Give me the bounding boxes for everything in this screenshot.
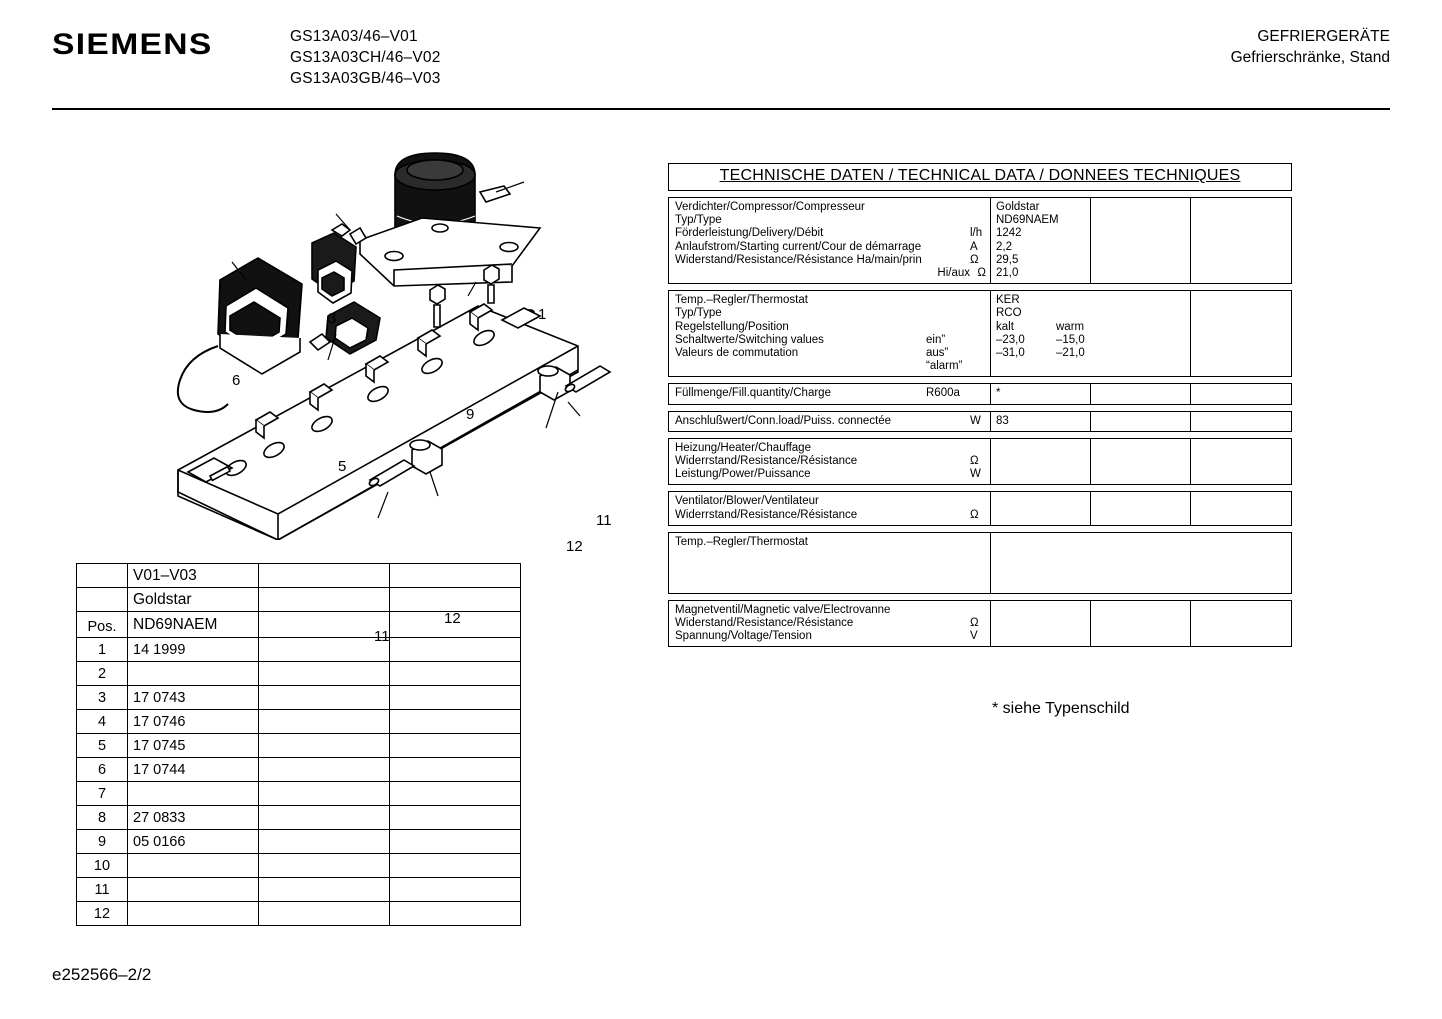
thermostat-value-1-a: RCO (996, 307, 1022, 320)
thermostat-value-0-b (1056, 294, 1116, 307)
fill-quantity-refrigerant: R600a (926, 387, 960, 400)
heater-values (991, 439, 1091, 485)
thermostat-value-2-a: kalt (996, 320, 1014, 333)
category-subtitle: Gefrierschränke, Stand (1230, 49, 1390, 66)
table-row (77, 854, 521, 878)
model-number-3: GS13A03GB/46–V03 (290, 70, 441, 87)
row-pos: 12 (77, 902, 128, 926)
thermostat-labels (669, 291, 991, 376)
row-part-a (128, 662, 259, 686)
row-part-a (128, 854, 259, 878)
thermostat-value-4-a: –31,0 (996, 347, 1025, 360)
compressor-label-1: Typ/Type (675, 214, 722, 227)
connected-load-unit: W (970, 414, 981, 427)
heater-label-2: Leistung/Power/Puissance (675, 468, 811, 481)
blower-label-1: Widerrstand/Resistance/Résistance (675, 508, 858, 521)
thermostat-label-4: Valeurs de commutation (675, 347, 799, 360)
row-part-c (390, 830, 521, 854)
valve-blank-col-2 (1191, 601, 1291, 647)
thermostat2-label-0: Temp.–Regler/Thermostat (675, 535, 808, 548)
row-part-c (390, 902, 521, 926)
valve-unit-0 (970, 604, 986, 617)
thermostat-label-2: Regelstellung/Position (675, 320, 789, 333)
row-part-c (390, 854, 521, 878)
drawing-svg (60, 120, 660, 540)
valve-unit-1: Ω (970, 617, 979, 630)
thermostat2-block (668, 532, 1292, 594)
callout-1: 1 (538, 306, 547, 323)
compressor-unit-2: l/h (970, 227, 983, 240)
table-row (77, 782, 521, 806)
fill-quantity-label-col (669, 384, 991, 403)
row-pos: 3 (77, 686, 128, 710)
heater-label-1: Widerrstand/Resistance/Résistance (675, 455, 858, 468)
compressor-block (668, 197, 1292, 284)
row-part-b (259, 806, 390, 830)
header-divider (52, 108, 1390, 110)
type-header-b (259, 612, 390, 638)
fill-blank-col-1 (1091, 384, 1191, 403)
row-part-c (390, 782, 521, 806)
thermostat-mid-4: aus” (926, 347, 949, 360)
row-part-c (390, 878, 521, 902)
row-part-b (259, 734, 390, 758)
row-pos: 1 (77, 638, 128, 662)
type-header: ND69NAEM (128, 612, 259, 638)
blower-values (991, 492, 1091, 524)
conn-blank-col-1 (1091, 412, 1191, 431)
table-row (77, 710, 521, 734)
valve-label-1: Widerstand/Resistance/Résistance (675, 617, 854, 630)
row-pos: 6 (77, 758, 128, 782)
brand-header-b (259, 588, 390, 612)
row-pos: 11 (77, 878, 128, 902)
row-part-c (390, 710, 521, 734)
row-pos: 4 (77, 710, 128, 734)
table-header-row-2 (77, 588, 521, 612)
callout-11-left: 11 (374, 628, 390, 645)
overload-protector-graphic (310, 302, 380, 354)
valve-labels (669, 601, 991, 647)
type-header-c (390, 612, 521, 638)
blower-labels (669, 492, 991, 524)
compressor-value-3: 2,2 (996, 240, 1012, 253)
blower-blank-col-2 (1191, 492, 1291, 524)
table-row (77, 830, 521, 854)
thermostat-label-0: Temp.–Regler/Thermostat (675, 294, 808, 307)
callout-6: 6 (232, 372, 241, 389)
compressor-unit-5: Ω (977, 267, 986, 280)
blower-unit-1: Ω (970, 508, 979, 521)
compressor-value-0: Goldstar (996, 201, 1040, 213)
thermostat-mid-5: “alarm” (926, 360, 963, 373)
row-part-b (259, 902, 390, 926)
row-part-b (259, 758, 390, 782)
compressor-value-2: 1242 (996, 227, 1022, 240)
thermostat-value-1-b (1056, 307, 1116, 320)
row-part-a (128, 902, 259, 926)
magnetic-valve-block (668, 600, 1292, 648)
compressor-value-4: 29,5 (996, 253, 1019, 266)
row-pos: 2 (77, 662, 128, 686)
brand-header: Goldstar (128, 588, 259, 612)
thermostat2-value (991, 533, 1191, 593)
technical-data-title (668, 163, 1292, 191)
model-number-2: GS13A03CH/46–V02 (290, 49, 441, 66)
valve-values (991, 601, 1091, 647)
row-part-a (128, 782, 259, 806)
valve-label-0: Magnetventil/Magnetic valve/Electrovanne (675, 603, 891, 616)
heater-labels (669, 439, 991, 485)
compressor-unit-1 (970, 214, 986, 227)
model-numbers (290, 26, 441, 89)
row-part-a (128, 878, 259, 902)
thermostat-label-3: Schaltwerte/Switching values (675, 333, 824, 346)
row-part-c (390, 734, 521, 758)
compressor-label-2: Förderleistung/Delivery/Débit (675, 227, 824, 240)
callout-9: 9 (466, 406, 475, 423)
table-row (77, 806, 521, 830)
row-pos: 9 (77, 830, 128, 854)
callout-12-right: 12 (566, 538, 583, 555)
technical-data-title-text: TECHNISCHE DATEN / TECHNICAL DATA / DONNEES TECHNIQUES (719, 167, 1241, 184)
fill-quantity-label: Füllmenge/Fill.quantity/Charge (675, 387, 831, 400)
pos-column-label: Pos. (77, 612, 128, 638)
row-part-b (259, 710, 390, 734)
heater-blank-col-1 (1091, 439, 1191, 485)
row-part-b (259, 854, 390, 878)
thermostat-value-3-b: –15,0 (1056, 333, 1085, 346)
row-part-b (259, 638, 390, 662)
compressor-unit-3: A (970, 240, 978, 253)
connected-load-block (668, 411, 1292, 432)
heater-blank-col-2 (1191, 439, 1291, 485)
row-pos: 10 (77, 854, 128, 878)
parts-table-body (77, 564, 521, 926)
parts-list-table (76, 563, 521, 926)
fill-quantity-value: * (991, 384, 1091, 403)
thermostat-mid-3: ein” (926, 333, 946, 346)
row-part-a: 05 0166 (128, 830, 259, 854)
heater-label-0: Heizung/Heater/Chauffage (675, 441, 811, 454)
thermostat-label-1: Typ/Type (675, 307, 722, 320)
compressor-blank-col-2 (1191, 198, 1291, 283)
document-number: e252566–2/2 (52, 965, 152, 984)
model-number-1: GS13A03/46–V01 (290, 28, 418, 45)
thermostat-block (668, 290, 1292, 377)
callout-11-right: 11 (596, 512, 612, 529)
variant-header-b (259, 564, 390, 588)
variant-header: V01–V03 (128, 564, 259, 588)
valve-label-2: Spannung/Voltage/Tension (675, 630, 812, 643)
compressor-unit-4: Ω (970, 253, 979, 266)
blower-label-0: Ventilator/Blower/Ventilateur (675, 495, 819, 508)
table-row (77, 878, 521, 902)
fill-blank-col-2 (1191, 384, 1291, 403)
thermostat-value-4-b: –21,0 (1056, 347, 1085, 360)
compressor-label-5: Hi/aux (937, 267, 970, 280)
callout-12-left: 12 (444, 610, 461, 627)
thermostat-blank-col (1191, 291, 1291, 376)
compressor-label-3: Anlaufstrom/Starting current/Cour de démarrage (675, 240, 922, 253)
compressor-value-1: ND69NAEM (996, 214, 1059, 227)
row-part-c (390, 686, 521, 710)
compressor-value-5: 21,0 (996, 267, 1019, 280)
blower-unit-0 (970, 495, 986, 508)
row-part-c (390, 662, 521, 686)
thermostat-value-3-a: –23,0 (996, 333, 1025, 346)
thermostat-label-5 (675, 360, 926, 373)
thermostat-value-2-b: warm (1056, 320, 1085, 333)
siemens-logo: SIEMENS (52, 28, 213, 61)
compressor-label-4: Widerstand/Resistance/Résistance Ha/main/prin (675, 253, 922, 266)
category-title: GEFRIERGERÄTE (1257, 28, 1390, 45)
heater-block (668, 438, 1292, 486)
brand-header-c (390, 588, 521, 612)
heater-unit-2: W (970, 468, 981, 481)
valve-unit-2: V (970, 630, 978, 643)
connected-load-label-col (669, 412, 991, 431)
compressor-values (991, 198, 1091, 283)
table-header-row-1 (77, 564, 521, 588)
table-row (77, 638, 521, 662)
blower-block (668, 491, 1292, 525)
callout-3: 3 (328, 310, 337, 327)
blower-blank-col-1 (1091, 492, 1191, 524)
pos-header-blank (77, 564, 128, 588)
row-part-b (259, 782, 390, 806)
heater-unit-0 (970, 442, 986, 455)
footnote-typenschild: * siehe Typenschild (992, 700, 1130, 717)
variant-header-c (390, 564, 521, 588)
table-row (77, 902, 521, 926)
row-pos: 7 (77, 782, 128, 806)
row-part-a: 17 0744 (128, 758, 259, 782)
row-part-b (259, 830, 390, 854)
compressor-graphic (350, 153, 540, 286)
table-row (77, 758, 521, 782)
pos-header-blank-2 (77, 588, 128, 612)
compressor-blank-col-1 (1091, 198, 1191, 283)
row-part-b (259, 878, 390, 902)
row-part-c (390, 638, 521, 662)
row-part-c (390, 806, 521, 830)
connected-load-label: Anschlußwert/Conn.load/Puiss. connectée (675, 414, 892, 427)
thermostat-value-0-a: KER (996, 294, 1020, 307)
row-part-a: 17 0745 (128, 734, 259, 758)
technical-data-table (668, 163, 1292, 647)
conn-blank-col-2 (1191, 412, 1291, 431)
row-part-c (390, 758, 521, 782)
row-part-a: 14 1999 (128, 638, 259, 662)
fill-quantity-block (668, 383, 1292, 404)
table-row (77, 734, 521, 758)
compressor-unit-0 (970, 201, 986, 214)
table-header-row-3 (77, 612, 521, 638)
callout-5: 5 (338, 458, 347, 475)
table-row (77, 686, 521, 710)
connected-load-value: 83 (991, 412, 1091, 431)
relay-graphic (312, 224, 356, 303)
document-category (1231, 26, 1390, 68)
thermostat2-labels (669, 533, 991, 593)
row-part-a: 17 0746 (128, 710, 259, 734)
valve-blank-col-1 (1091, 601, 1191, 647)
row-part-a: 17 0743 (128, 686, 259, 710)
page-header (0, 0, 1442, 110)
table-row (77, 662, 521, 686)
row-part-a: 27 0833 (128, 806, 259, 830)
heater-unit-1: Ω (970, 455, 979, 468)
row-pos: 8 (77, 806, 128, 830)
row-part-b (259, 662, 390, 686)
row-part-b (259, 686, 390, 710)
compressor-labels (669, 198, 991, 283)
thermostat-values (991, 291, 1191, 376)
row-pos: 5 (77, 734, 128, 758)
compressor-label-0: Verdichter/Compressor/Compresseur (675, 201, 865, 213)
